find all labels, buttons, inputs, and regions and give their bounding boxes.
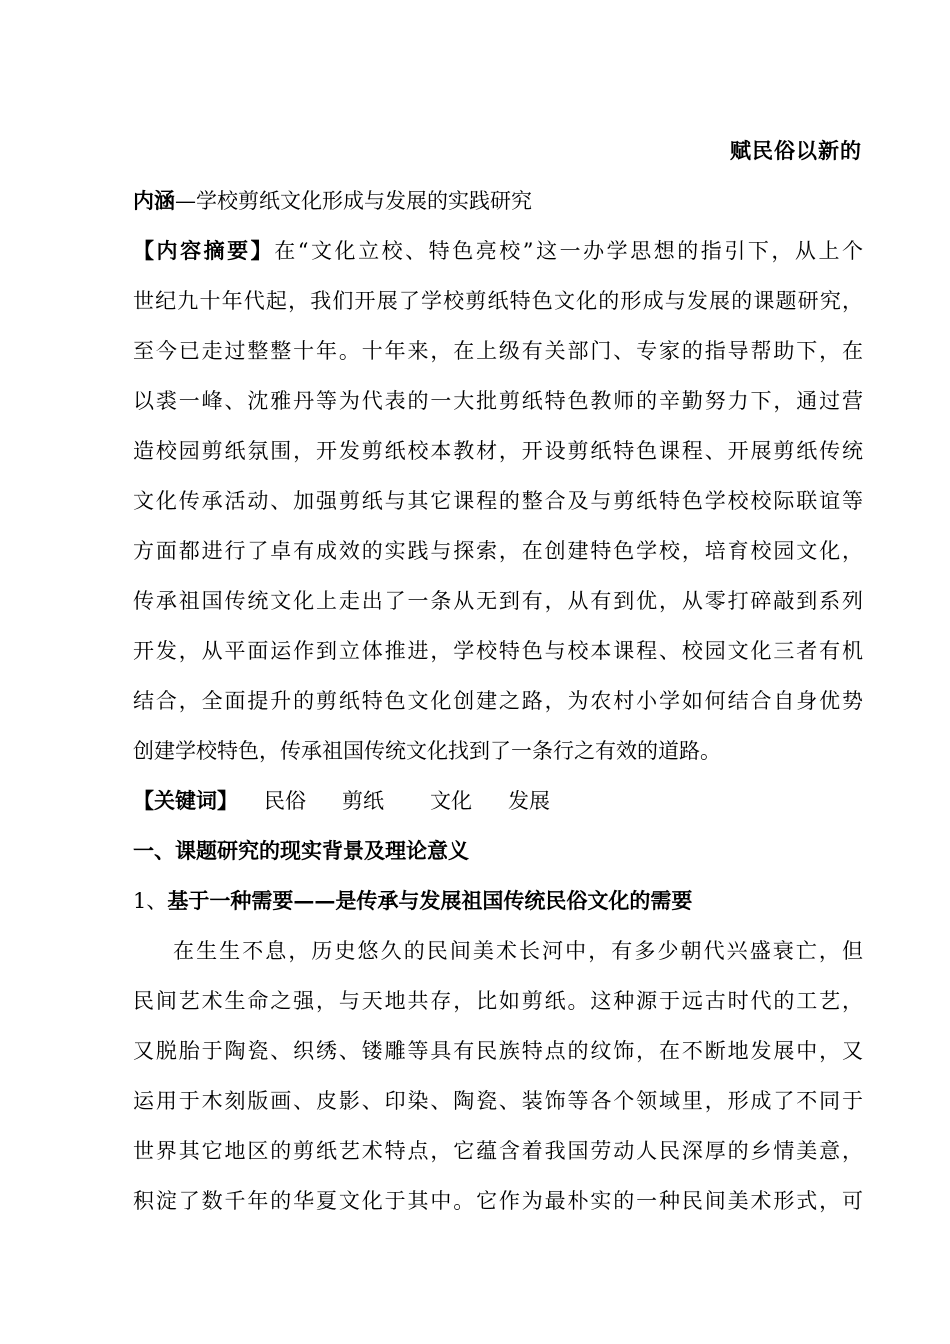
subsection-1-title: 基于一种需要——是传承与发展祖国传统民俗文化的需要 [167, 888, 693, 913]
abstract-line-5: 造校园剪纸氛围，开发剪纸校本教材，开设剪纸特色课程、开展剪纸传统 [133, 439, 863, 463]
abstract-line-7: 方面都进行了卓有成效的实践与探索，在创建特色学校，培育校园文化， [133, 539, 863, 563]
abstract-label: 【内容摘要】 [133, 238, 275, 263]
keyword-item: 发展 [508, 789, 550, 813]
paragraph-line-6: 积淀了数千年的华夏文化于其中。它作为最朴实的一种民间美术形式，可 [133, 1189, 863, 1213]
abstract-line-4: 以裘一峰、沈雅丹等为代表的一大批剪纸特色教师的辛勤努力下，通过营 [133, 389, 863, 413]
section-1-heading: 一、课题研究的现实背景及理论意义 [133, 838, 469, 863]
paragraph-line-4: 运用于木刻版画、皮影、印染、陶瓷、装饰等各个领域里，形成了不同于 [133, 1089, 863, 1113]
abstract-line-11: 创建学校特色，传承祖国传统文化找到了一条行之有效的道路。 [133, 739, 721, 763]
paragraph-line-3: 又脱胎于陶瓷、织绣、镂雕等具有民族特点的纹饰，在不断地发展中，又 [133, 1039, 863, 1063]
abstract-line-3: 至今已走过整整十年。十年来，在上级有关部门、专家的指导帮助下，在 [133, 339, 863, 363]
abstract-line-8: 传承祖国传统文化上走出了一条从无到有，从有到优，从零打碎敲到系列 [133, 589, 863, 613]
paragraph-line-1: 在生生不息，历史悠久的民间美术长河中，有多少朝代兴盛衰亡，但 [173, 939, 863, 963]
keyword-item: 文化 [430, 789, 472, 813]
keywords-label: 【关键词】 [133, 788, 238, 813]
keyword-item: 民俗 [264, 789, 306, 813]
abstract-line-10: 结合，全面提升的剪纸特色文化创建之路，为农村小学如何结合自身优势 [133, 689, 863, 713]
abstract-line-1 [133, 236, 863, 266]
paragraph-line-2: 民间艺术生命之强，与天地共存，比如剪纸。这种源于远古时代的工艺， [133, 989, 863, 1013]
abstract-line-9: 开发，从平面运作到立体推进，学校特色与校本课程、校园文化三者有机 [133, 639, 863, 663]
title-line-2 [133, 186, 863, 216]
keyword-item: 剪纸 [342, 789, 384, 813]
subsection-1-heading [133, 886, 863, 916]
subsection-1-number: 1、 [133, 889, 168, 913]
title-line-1: 赋民俗以新的 [730, 138, 862, 163]
title-line-2-rest: —学校剪纸文化形成与发展的实践研究 [175, 189, 532, 213]
keywords-line [133, 786, 863, 816]
abstract-text-1: 在“文化立校、特色亮校”这一办学思想的指引下，从上个 [274, 239, 863, 263]
paragraph-line-5: 世界其它地区的剪纸艺术特点，它蕴含着我国劳动人民深厚的乡情美意， [133, 1139, 863, 1163]
abstract-line-2: 世纪九十年代起，我们开展了学校剪纸特色文化的形成与发展的课题研究， [133, 289, 863, 313]
title-line-2-bold: 内涵 [133, 188, 175, 213]
abstract-line-6: 文化传承活动、加强剪纸与其它课程的整合及与剪纸特色学校校际联谊等 [133, 489, 863, 513]
